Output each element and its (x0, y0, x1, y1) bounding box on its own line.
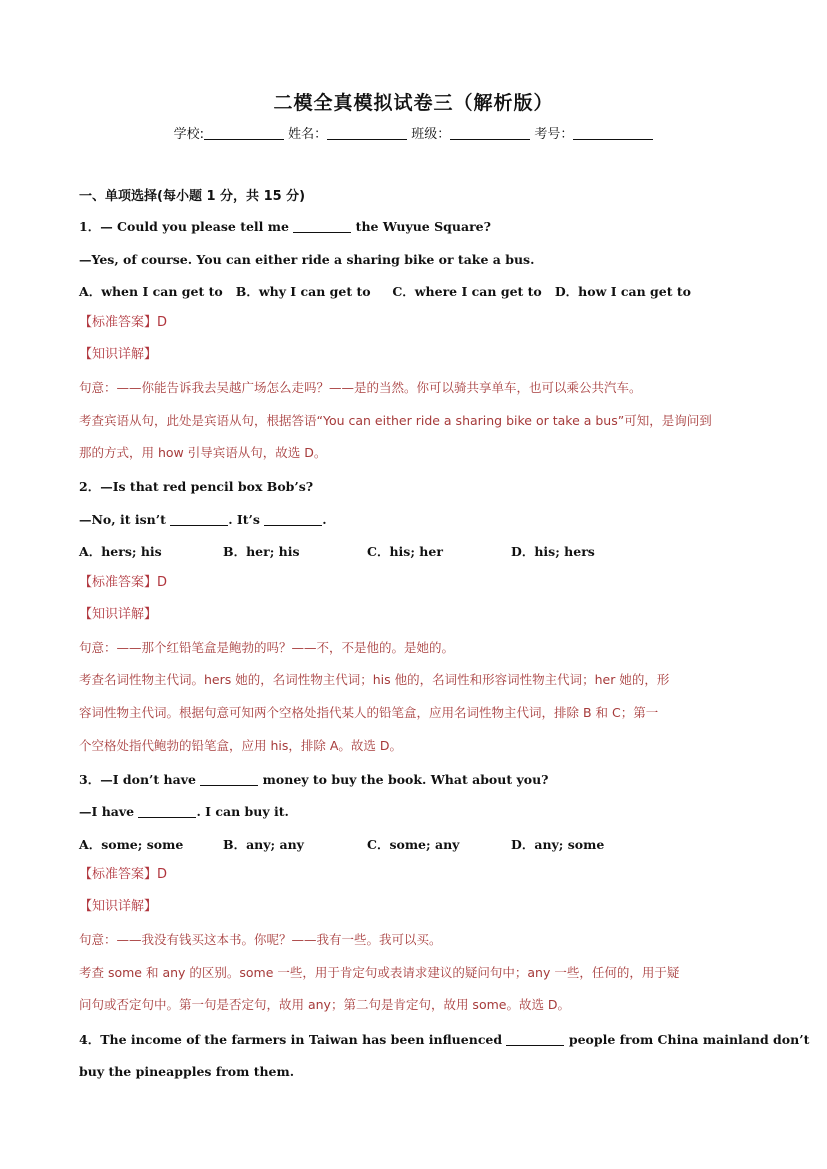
q2-stem-line2 (79, 512, 759, 528)
q3-stem-d: . I can buy it. (196, 804, 289, 819)
q3-option-b: B．any; any (223, 837, 304, 852)
q3-explanation-2: 问句或否定句中。第一句是否定句，故用 any；第二句是肯定句，故用 some。故选 D。 (79, 997, 571, 1012)
q2-explanation-3: 个空格处指代鲍勃的铅笔盒，应用 his，排除 A。故选 D。 (79, 738, 403, 753)
school-label: 学校: (173, 127, 204, 142)
q3-stem-b: money to buy the book. What about you? (262, 772, 549, 787)
q3-stem-a: 3．—I don’t have (79, 772, 196, 787)
q3-blank-1 (200, 773, 258, 786)
q3-meaning: 句意：——我没有钱买这本书。你呢？——我有一些。我可以买。 (79, 932, 442, 947)
q2-answer: 【标准答案】D (79, 575, 168, 590)
q3-option-d: D．any; some (511, 837, 605, 852)
q1-explanation-2: 那的方式，用 how 引导宾语从句，故选 D。 (79, 445, 327, 460)
school-input[interactable] (204, 127, 284, 140)
q3-answer: 【标准答案】D (79, 867, 168, 882)
q2-meaning: 句意：——那个红铅笔盒是鲍勃的吗？——不，不是他的。是她的。 (79, 640, 455, 655)
q4-stem (79, 1032, 810, 1048)
class-label: 班级： (411, 127, 451, 142)
q2-option-d: D．his; hers (511, 544, 595, 559)
q2-stem-c: . (322, 512, 327, 527)
q2-explain-label: 【知识详解】 (79, 607, 158, 622)
q1-stem-b: the Wuyue Square? (355, 219, 491, 234)
q3-blank-2 (138, 805, 196, 818)
q3-option-a: A．some; some (79, 837, 184, 852)
q2-blank-2 (264, 513, 322, 526)
exam-no-label: 考号： (534, 127, 574, 142)
q1-blank (293, 220, 351, 233)
q1-stem-line2: —Yes, of course. You can either ride a sharing bike or take a bus. (79, 252, 535, 267)
q4-stem-b: people from China mainland don’t (568, 1032, 810, 1047)
class-input[interactable] (450, 127, 530, 140)
name-label: 姓名： (288, 127, 328, 142)
q2-option-b: B．her; his (223, 544, 300, 559)
q1-answer: 【标准答案】D (79, 315, 168, 330)
q1-explain-label: 【知识详解】 (79, 347, 158, 362)
q2-explanation-1: 考查名词性物主代词。hers 她的，名词性物主代词；his 他的，名词性和形容词性物主代词；her 她的，形 (79, 672, 670, 687)
q3-stem-c: —I have (79, 804, 135, 819)
q3-options (79, 837, 759, 853)
q4-stem-a: 4．The income of the farmers in Taiwan has been influenced (79, 1032, 503, 1047)
q4-stem-line2: buy the pineapples from them. (79, 1064, 295, 1079)
q2-stem-a: —No, it isn’t (79, 512, 166, 527)
q2-blank-1 (170, 513, 228, 526)
q3-option-c: C．some; any (367, 837, 460, 852)
exam-no-input[interactable] (573, 127, 653, 140)
q3-stem (79, 772, 759, 788)
q1-options: A．when I can get to B．why I can get to C．where I can get to D．how I can get to (79, 284, 691, 299)
q2-stem: 2．—Is that red pencil box Bob’s? (79, 479, 314, 494)
section-title: 一、单项选择(每小题 1 分，共 15 分) (79, 189, 306, 204)
q1-stem (79, 219, 759, 235)
student-info-row (0, 123, 827, 142)
q1-meaning: 句意：——你能告诉我去吴越广场怎么走吗？——是的当然。你可以骑共享单车，也可以乘公共汽车。 (79, 380, 642, 395)
q4-blank (506, 1033, 564, 1046)
q2-stem-b: . It’s (228, 512, 260, 527)
q1-stem-a: 1．— Could you please tell me (79, 219, 289, 234)
q3-explain-label: 【知识详解】 (79, 899, 158, 914)
name-input[interactable] (327, 127, 407, 140)
q2-explanation-2: 容词性物主代词。根据句意可知两个空格处指代某人的铅笔盒，应用名词性物主代词，排除 B 和 C；第一 (79, 705, 659, 720)
page-title: 二模全真模拟试卷三（解析版） (273, 92, 554, 114)
q3-explanation-1: 考查 some 和 any 的区别。some 一些，用于肯定句或表请求建议的疑问句中；any 一些，任何的，用于疑 (79, 965, 680, 980)
q3-stem-line2 (79, 804, 759, 820)
q1-explanation-1: 考查宾语从句，此处是宾语从句，根据答语“You can either ride a sharing bike or take a bus”可知，是询问到 (79, 413, 712, 428)
q2-options (79, 544, 759, 560)
q2-option-c: C．his; her (367, 544, 443, 559)
q2-option-a: A．hers; his (79, 544, 162, 559)
